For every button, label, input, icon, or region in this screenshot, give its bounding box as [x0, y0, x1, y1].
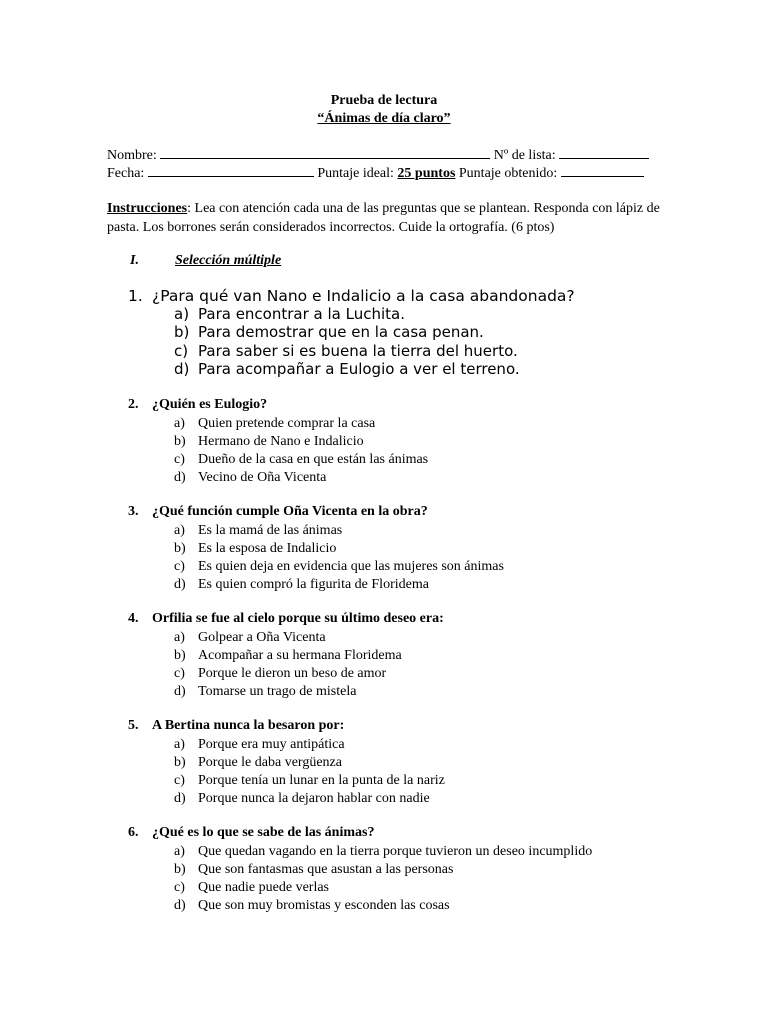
date-row [107, 164, 644, 182]
list-number-label: Nº de lista: [493, 148, 556, 163]
question-number: 2. [128, 397, 139, 412]
option-d[interactable]: d) Tomarse un trago de mistela [174, 684, 357, 699]
obtained-score-blank[interactable] [561, 164, 644, 177]
question-3-options [174, 522, 504, 594]
option-a[interactable]: a) Porque era muy antipática [174, 737, 345, 752]
option-c[interactable]: c) Porque tenía un lunar en la punta de la nariz [174, 773, 445, 788]
question-number: 4. [128, 611, 139, 626]
name-label: Nombre: [107, 148, 157, 163]
question-text: Orfilia se fue al cielo porque su último deseo era: [152, 611, 444, 626]
option-a[interactable]: a) Quien pretende comprar la casa [174, 416, 376, 431]
question-text: ¿Para qué van Nano e Indalicio a la casa abandonada? [152, 287, 575, 305]
question-5 [128, 718, 344, 734]
instructions-label: Instrucciones [107, 201, 188, 216]
question-number: 1. [128, 287, 143, 305]
question-text: ¿Quién es Eulogio? [152, 397, 268, 412]
date-label: Fecha: [107, 166, 145, 181]
option-a[interactable]: a) Es la mamá de las ánimas [174, 523, 343, 538]
option-c[interactable]: c) Que nadie puede verlas [174, 880, 329, 895]
option-a[interactable]: a) Golpear a Oña Vicenta [174, 630, 326, 645]
section-number: I. [130, 253, 139, 268]
option-b[interactable]: b) Porque le daba vergüenza [174, 755, 342, 770]
option-a[interactable]: a) Para encontrar a la Luchita. [174, 305, 405, 323]
instructions-text: : Lea con atención cada una de las preguntas que se plantean. Responda con lápiz de pasta. Los borrones serán considerados incorrectos. Cuide la ortografía. (6 ptos) [107, 201, 660, 235]
option-b[interactable]: b) Acompañar a su hermana Floridema [174, 648, 402, 663]
option-b[interactable]: b) Es la esposa de Indalicio [174, 541, 337, 556]
date-blank[interactable] [148, 164, 314, 177]
option-b[interactable]: b) Para demostrar que en la casa penan. [174, 323, 484, 342]
question-6 [128, 825, 374, 841]
option-b[interactable]: b) Hermano de Nano e Indalicio [174, 434, 364, 449]
question-5-options [174, 736, 445, 808]
name-row [107, 146, 649, 164]
instructions [107, 199, 667, 237]
question-3 [128, 504, 428, 520]
question-1-options [174, 305, 520, 378]
name-blank[interactable] [160, 146, 490, 159]
ideal-score-label: Puntaje ideal: [317, 166, 394, 181]
question-text: A Bertina nunca la besaron por: [152, 718, 345, 733]
option-d[interactable]: d) Para acompañar a Eulogio a ver el terreno. [174, 359, 520, 378]
document-title: Prueba de lectura [330, 93, 438, 108]
question-2 [128, 397, 267, 413]
ideal-score-value: 25 puntos [397, 166, 456, 181]
document-subtitle: “Ánimas de día claro” [317, 111, 451, 126]
option-d[interactable]: d) Porque nunca la dejaron hablar con nadie [174, 791, 430, 806]
section-label: Selección múltiple [175, 253, 282, 268]
option-d[interactable]: d) Es quien compró la figurita de Floridema [174, 577, 429, 592]
option-c[interactable]: c) Porque le dieron un beso de amor [174, 666, 387, 681]
question-text: ¿Qué es lo que se sabe de las ánimas? [152, 825, 375, 840]
option-c[interactable]: c) Es quien deja en evidencia que las mujeres son ánimas [174, 559, 504, 574]
option-b[interactable]: b) Que son fantasmas que asustan a las personas [174, 862, 454, 877]
question-6-options [174, 843, 592, 915]
question-4-options [174, 629, 402, 701]
option-c[interactable]: c) Dueño de la casa en que están las ánimas [174, 452, 429, 467]
question-number: 5. [128, 718, 139, 733]
list-number-blank[interactable] [559, 146, 649, 159]
section-heading [130, 253, 281, 269]
question-number: 3. [128, 504, 139, 519]
question-4 [128, 611, 444, 627]
option-d[interactable]: d) Que son muy bromistas y esconden las cosas [174, 898, 450, 913]
option-d[interactable]: d) Vecino de Oña Vicenta [174, 470, 327, 485]
obtained-score-label: Puntaje obtenido: [458, 166, 558, 181]
option-a[interactable]: a) Que quedan vagando en la tierra porque tuvieron un deseo incumplido [174, 844, 593, 859]
question-text: ¿Qué función cumple Oña Vicenta en la obra? [152, 504, 428, 519]
question-number: 6. [128, 825, 139, 840]
option-c[interactable]: c) Para saber si es buena la tierra del huerto. [174, 341, 518, 360]
question-1 [128, 287, 575, 305]
question-2-options [174, 415, 428, 487]
